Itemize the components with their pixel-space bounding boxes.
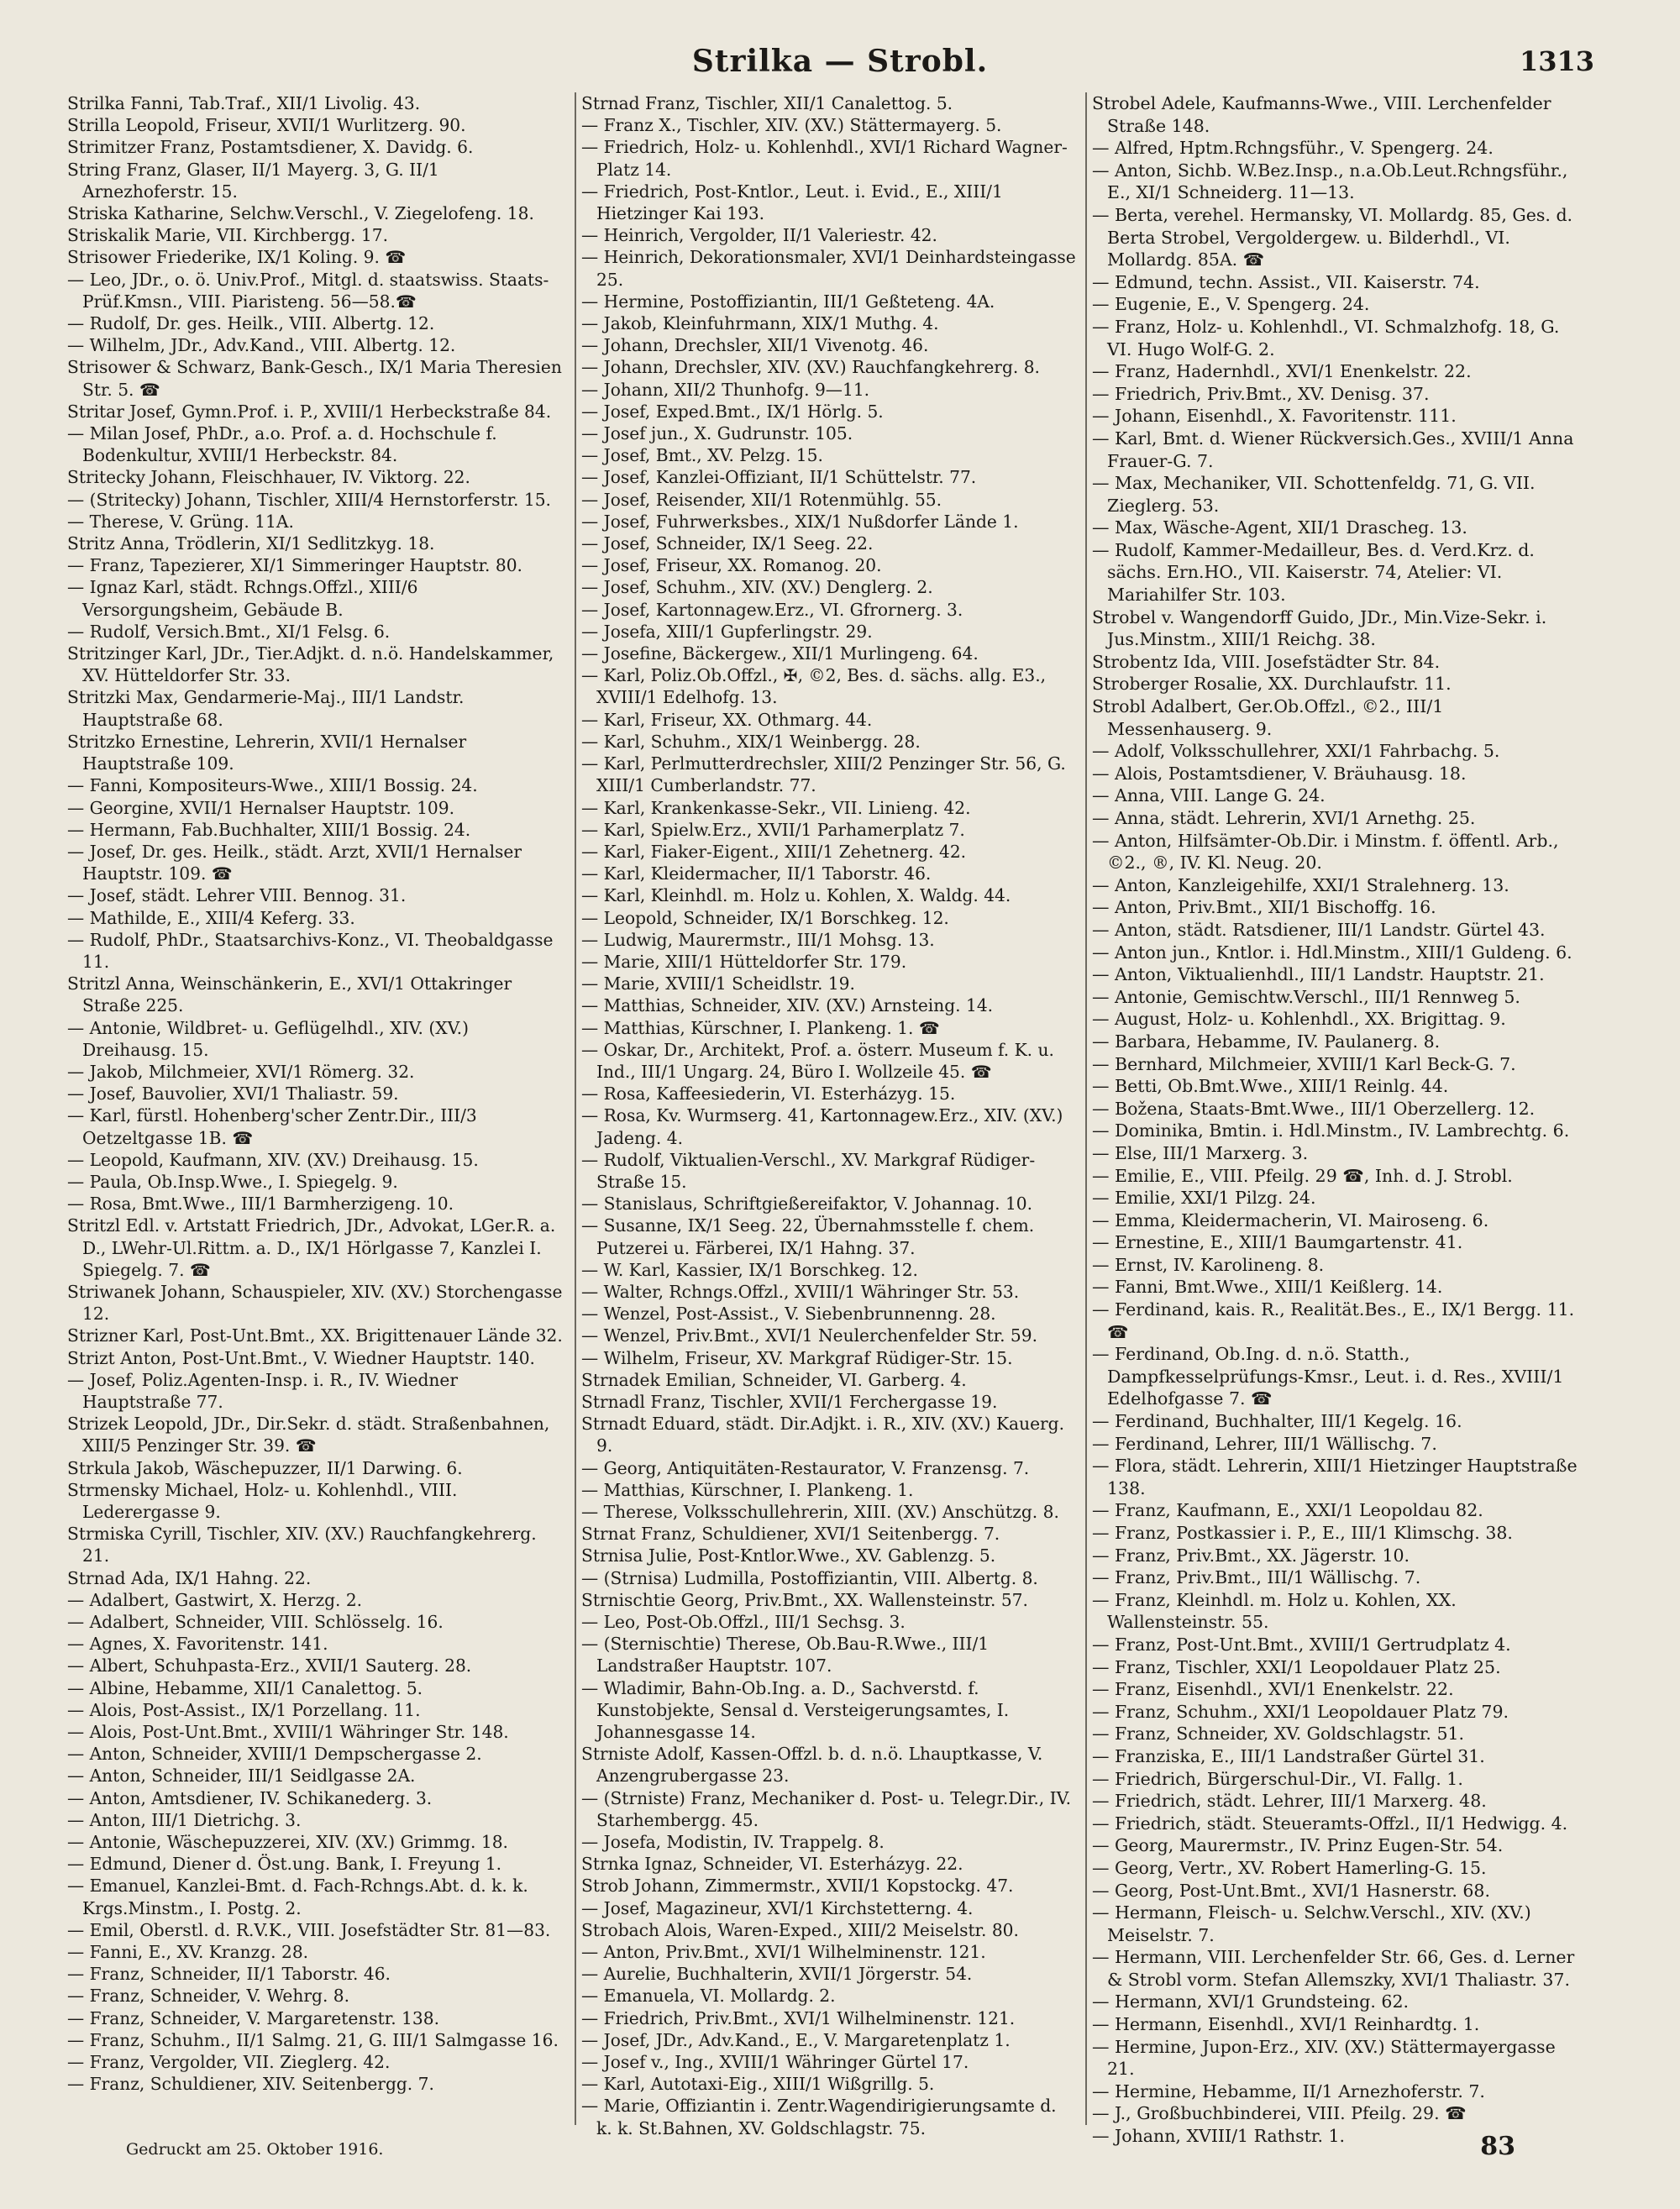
directory-entry: — Franz, Tapezierer, XI/1 Simmeringer Hauptstr. 80. (67, 555, 522, 576)
directory-entry: — Stanislaus, Schriftgießereifaktor, V. Johannag. 10. (581, 1194, 1033, 1215)
directory-entry: — Dominika, Bmtin. i. Hdl.Minstm., IV. Lambrechtg. 6. (1092, 1120, 1570, 1141)
directory-entry: — Marie, XIII/1 Hütteldorfer Str. 179. (581, 951, 907, 972)
directory-entry: — Anton, Schneider, XVIII/1 Dempschergasse 2. (67, 1744, 482, 1765)
directory-entry: — Rudolf, PhDr., Staatsarchivs-Konz., VI. Theobaldgasse 11. (67, 929, 554, 972)
directory-entry: — Emma, Kleidermacherin, VI. Mairoseng. 6. (1092, 1209, 1489, 1230)
directory-entry: — Franz, Schuhm., XXI/1 Leopoldauer Platz 79. (1092, 1701, 1509, 1722)
directory-entry: Strnisa Julie, Post-Kntlor.Wwe., XV. Gablenzg. 5. (581, 1545, 996, 1566)
directory-entry: Strnadek Emilian, Schneider, VI. Garberg. 4. (581, 1369, 967, 1390)
directory-entry: — Heinrich, Dekorationsmaler, XVI/1 Deinhardsteingasse 25. (581, 247, 1076, 290)
directory-entry: — Friedrich, Post-Kntlor., Leut. i. Evid., E., XIII/1 Hietzinger Kai 193. (581, 181, 1003, 224)
directory-entry: — Jakob, Milchmeier, XVI/1 Römerg. 32. (67, 1061, 415, 1082)
directory-entry: Strmensky Michael, Holz- u. Kohlenhdl., VIII. Lederergasse 9. (67, 1479, 458, 1522)
directory-entry: — Hermine, Hebamme, II/1 Arnezhoferstr. 7. (1092, 2080, 1485, 2101)
directory-entry: — Jakob, Kleinfuhrmann, XIX/1 Muthg. 4. (581, 313, 939, 334)
directory-entry: — Anton jun., Kntlor. i. Hdl.Minstm., XIII/1 Guldeng. 6. (1092, 942, 1572, 963)
directory-entry: — Berta, verehel. Hermansky, VI. Mollardg. 85, Ges. d. Berta Strobel, Vergoldergew. u. Bilderhdl., VI. Mollardg. 85A. ☎ (1092, 204, 1573, 270)
directory-entry: — Franz, Hadernhdl., XVI/1 Enenkelstr. 22. (1092, 361, 1472, 382)
directory-entry: — Rosa, Kaffeesiederin, VI. Esterházyg. 15. (581, 1084, 956, 1104)
directory-entry: — Josef, städt. Lehrer VIII. Bennog. 31. (67, 885, 407, 906)
directory-entry: Strizt Anton, Post-Unt.Bmt., V. Wiedner Hauptstr. 140. (67, 1347, 535, 1368)
directory-entry: — Franz, Schuhm., II/1 Salmg. 21, G. III/1 Salmgasse 16. (67, 2029, 559, 2050)
directory-entry: Stritz Anna, Trödlerin, XI/1 Sedlitzkyg. 18. (67, 533, 435, 554)
directory-entry: — Rudolf, Versich.Bmt., XI/1 Felsg. 6. (67, 621, 391, 642)
directory-entry: — Milan Josef, PhDr., a.o. Prof. a. d. Hochschule f. Bodenkultur, XVIII/1 Herbeckstr. 84. (67, 423, 497, 466)
directory-entry: — Emanuel, Kanzlei-Bmt. d. Fach-Rchngs.Abt. d. k. k. Krgs.Minstm., I. Postg. 2. (67, 1876, 528, 1918)
directory-entry: — (Strnisa) Ludmilla, Postoffiziantin, VIII. Albertg. 8. (581, 1567, 1038, 1588)
directory-entry: — Georg, Maurermstr., IV. Prinz Eugen-Str. 54. (1092, 1835, 1504, 1856)
directory-entry: — Adalbert, Schneider, VIII. Schlösselg. 16. (67, 1612, 444, 1633)
directory-entry: — Leo, JDr., o. ö. Univ.Prof., Mitgl. d. staatswiss. Staats-Prüf.Kmsn., VIII. Piaristeng. 56—58.☎ (67, 269, 549, 312)
directory-entry: — Ignaz Karl, städt. Rchngs.Offzl., XIII/6 Versorgungsheim, Gebäude B. (67, 577, 418, 620)
directory-entry: — Franz, Vergolder, VII. Zieglerg. 42. (67, 2052, 391, 2073)
directory-entry: — W. Karl, Kassier, IX/1 Borschkeg. 12. (581, 1259, 918, 1280)
directory-entry: — Ludwig, Maurermstr., III/1 Mohsg. 13. (581, 929, 935, 950)
directory-entry: — Friedrich, Bürgerschul-Dir., VI. Fallg. 1. (1092, 1768, 1463, 1789)
directory-entry: — Franz, Priv.Bmt., III/1 Wällischg. 7. (1092, 1567, 1421, 1588)
directory-entry: — Josef, JDr., Adv.Kand., E., V. Margaretenplatz 1. (581, 2029, 1011, 2050)
directory-entry: — Walter, Rchngs.Offzl., XVIII/1 Währinger Str. 53. (581, 1281, 1020, 1302)
directory-entry: — Betti, Ob.Bmt.Wwe., XIII/1 Reinlg. 44. (1092, 1076, 1449, 1097)
directory-entry: Strisower & Schwarz, Bank-Gesch., IX/1 Maria Theresien Str. 5. ☎ (67, 357, 562, 400)
directory-entry: — Karl, Poliz.Ob.Offzl., ✠, ©2, Bes. d. sächs. allg. E3., XVIII/1 Edelhofg. 13. (581, 665, 1047, 708)
directory-entry: — Anna, städt. Lehrerin, XVI/1 Arnethg. 25. (1092, 808, 1476, 828)
directory-entry: — Josef, Bauvolier, XVI/1 Thaliastr. 59. (67, 1084, 399, 1104)
directory-entry: — J., Großbuchbinderei, VIII. Pfeilg. 29. ☎ (1092, 2103, 1467, 2124)
directory-entry: — Friedrich, Holz- u. Kohlenhdl., XVI/1 Richard Wagner-Platz 14. (581, 137, 1068, 180)
directory-entry: Strimitzer Franz, Postamtsdiener, X. Davidg. 6. (67, 137, 474, 158)
directory-entry: — Franz, Tischler, XXI/1 Leopoldauer Platz 25. (1092, 1656, 1501, 1677)
directory-entry: — Friedrich, Priv.Bmt., XV. Denisg. 37. (1092, 383, 1430, 404)
directory-entry: — Flora, städt. Lehrerin, XIII/1 Hietzinger Hauptstraße 138. (1092, 1456, 1578, 1498)
directory-entry: Striskalik Marie, VII. Kirchbergg. 17. (67, 225, 388, 246)
directory-entry: Strisower Friederike, IX/1 Koling. 9. ☎ (67, 247, 407, 268)
directory-entry: — Karl, Friseur, XX. Othmarg. 44. (581, 709, 873, 730)
directory-entry: — Rudolf, Viktualien-Verschl., XV. Markgraf Rüdiger-Straße 15. (581, 1149, 1036, 1192)
directory-entry: — Adalbert, Gastwirt, X. Herzg. 2. (67, 1589, 363, 1610)
page-number: 1313 (1519, 45, 1594, 77)
directory-entry: — Josef, Reisender, XII/1 Rotenmühlg. 55. (581, 489, 942, 510)
directory-entry: — Karl, Kleidermacher, II/1 Taborstr. 46. (581, 863, 932, 884)
directory-entry: — Max, Mechaniker, VII. Schottenfeldg. 71, G. VII. Zieglerg. 53. (1092, 473, 1536, 516)
directory-entry: — Eugenie, E., V. Spengerg. 24. (1092, 294, 1370, 315)
directory-entry: Strizner Karl, Post-Unt.Bmt., XX. Brigittenauer Lände 32. (67, 1325, 563, 1346)
directory-entry: — Franz, Schneider, V. Margaretenstr. 138. (67, 2007, 439, 2028)
directory-entry: — Franz X., Tischler, XIV. (XV.) Stättermayerg. 5. (581, 115, 1002, 136)
directory-entry: — Franz, Schneider, II/1 Taborstr. 46. (67, 1964, 391, 1985)
directory-entry: — Josef, Schuhm., XIV. (XV.) Denglerg. 2. (581, 577, 933, 598)
directory-entry: — Friedrich, städt. Lehrer, III/1 Marxerg. 48. (1092, 1791, 1487, 1812)
directory-entry: — Ferdinand, Ob.Ing. d. n.ö. Statth., Dampfkesselprüfungs-Kmsr., Leut. i. d. Res., XVIII/1 Edelhofgasse 7. ☎ (1092, 1344, 1564, 1409)
directory-entry: — Georg, Vertr., XV. Robert Hamerling-G. 15. (1092, 1857, 1487, 1878)
directory-entry: — Emil, Oberstl. d. R.V.K., VIII. Josefstädter Str. 81—83. (67, 1919, 551, 1940)
directory-entry: Strmiska Cyrill, Tischler, XIV. (XV.) Rauchfangkehrerg. 21. (67, 1524, 537, 1566)
directory-entry: — Josef, Kanzlei-Offiziant, II/1 Schüttelstr. 77. (581, 467, 977, 488)
directory-entry: — Susanne, IX/1 Seeg. 22, Übernahmsstelle f. chem. Putzerei u. Färberei, IX/1 Hahng. 37. (581, 1215, 1035, 1258)
directory-entry: — Rosa, Bmt.Wwe., III/1 Barmherzigeng. 10. (67, 1194, 454, 1215)
directory-entry: — Barbara, Hebamme, IV. Paulanerg. 8. (1092, 1031, 1441, 1052)
print-date: Gedruckt am 25. Oktober 1916. (126, 2140, 384, 2159)
directory-entry: — Josef, Fuhrwerksbes., XIX/1 Nußdorfer Lände 1. (581, 511, 1019, 532)
directory-entry: — Josefa, Modistin, IV. Trappelg. 8. (581, 1832, 885, 1853)
directory-entry: Strobl Adalbert, Ger.Ob.Offzl., ©2., III/1 Messenhauserg. 9. (1092, 696, 1444, 739)
directory-entry: — Anton, Schneider, III/1 Seidlgasse 2A. (67, 1766, 416, 1787)
directory-entry: — Friedrich, Priv.Bmt., XVI/1 Wilhelminenstr. 121. (581, 2007, 1016, 2028)
directory-entry: Strob Johann, Zimmermstr., XVII/1 Kopstockg. 47. (581, 1876, 1014, 1897)
directory-entry: Strobel Adele, Kaufmanns-Wwe., VIII. Lerchenfelder Straße 148. (1092, 93, 1551, 136)
directory-entry: — Franziska, E., III/1 Landstraßer Gürtel 31. (1092, 1745, 1485, 1766)
directory-entry: — Wladimir, Bahn-Ob.Ing. a. D., Sachverstd. f. Kunstobjekte, Sensal d. Versteigerungsamtes, I. Johannesgasse 14. (581, 1677, 1010, 1743)
directory-entry: — Franz, Kaufmann, E., XXI/1 Leopoldau 82. (1092, 1500, 1483, 1521)
directory-entry: Strnadt Eduard, städt. Dir.Adjkt. i. R., XIV. (XV.) Kauerg. 9. (581, 1414, 1065, 1456)
column-divider (575, 92, 576, 2125)
directory-entry: — Johann, XVIII/1 Rathstr. 1. (1092, 2126, 1346, 2147)
directory-entry: — Hermann, Fab.Buchhalter, XIII/1 Bossig. 24. (67, 819, 471, 840)
directory-entry: — Alois, Postamtsdiener, V. Bräuhausg. 18. (1092, 763, 1467, 784)
directory-entry: — Marie, Offiziantin i. Zentr.Wagendirigierungsamte d. k. k. St.Bahnen, XV. Goldschlagstr. 75. (581, 2096, 1057, 2138)
directory-entry: Stritzl Edl. v. Artstatt Friedrich, JDr., Advokat, LGer.R. a. D., LWehr-Ul.Rittm. a. D., IX/1 Hörlgasse 7, Kanzlei I. Spiegelg. 7. ☎ (67, 1215, 556, 1280)
directory-entry: Striwanek Johann, Schauspieler, XIV. (XV.) Storchengasse 12. (67, 1281, 563, 1325)
directory-entry: — Hermann, Eisenhdl., XVI/1 Reinhardtg. 1. (1092, 2014, 1480, 2035)
directory-entry: — Wenzel, Priv.Bmt., XVI/1 Neulerchenfelder Str. 59. (581, 1325, 1038, 1346)
directory-entry: — Max, Wäsche-Agent, XII/1 Drascheg. 13. (1092, 517, 1467, 538)
directory-entry: — Josef, Dr. ges. Heilk., städt. Arzt, XVII/1 Hernalser Hauptstr. 109. ☎ (67, 841, 522, 884)
directory-entry: — Ferdinand, Buchhalter, III/1 Kegelg. 16. (1092, 1411, 1462, 1432)
directory-entry: — Anton, III/1 Dietrichg. 3. (67, 1809, 302, 1830)
directory-entry: Strnka Ignaz, Schneider, VI. Esterházyg. 22. (581, 1854, 963, 1875)
directory-entry: — Matthias, Schneider, XIV. (XV.) Arnsteing. 14. (581, 995, 994, 1016)
directory-entry: — Josef, Friseur, XX. Romanog. 20. (581, 555, 882, 576)
directory-entry: — Heinrich, Vergolder, II/1 Valeriestr. 42. (581, 225, 937, 246)
directory-entry: — Franz, Kleinhdl. m. Holz u. Kohlen, XX. Wallensteinstr. 55. (1092, 1589, 1457, 1633)
directory-entry: — Josefa, XIII/1 Gupferlingstr. 29. (581, 621, 873, 642)
directory-entry: — Anton, Amtsdiener, IV. Schikanederg. 3. (67, 1787, 433, 1808)
directory-entry: — Edmund, Diener d. Öst.ung. Bank, I. Freyung 1. (67, 1854, 502, 1875)
directory-entry: Stritecky Johann, Fleischhauer, IV. Viktorg. 22. (67, 467, 470, 488)
directory-entry: — Oskar, Dr., Architekt, Prof. a. österr. Museum f. K. u. Ind., III/1 Ungarg. 24, Büro I. Wollzeile 45. ☎ (581, 1039, 1054, 1082)
directory-entry: Strnat Franz, Schuldiener, XVI/1 Seitenbergg. 7. (581, 1524, 1000, 1545)
directory-entry: Strobel v. Wangendorff Guido, JDr., Min.Vize-Sekr. i. Jus.Minstm., XIII/1 Reichg. 38. (1092, 606, 1547, 650)
directory-entry: — Paula, Ob.Insp.Wwe., I. Spiegelg. 9. (67, 1171, 398, 1192)
directory-entry: Strnad Franz, Tischler, XII/1 Canalettog. 5. (581, 93, 953, 113)
directory-entry: — Antonie, Wäschepuzzerei, XIV. (XV.) Grimmg. 18. (67, 1832, 508, 1853)
directory-entry: — Karl, Schuhm., XIX/1 Weinbergg. 28. (581, 731, 921, 752)
directory-entry: — Else, III/1 Marxerg. 3. (1092, 1142, 1309, 1163)
directory-entry: — Marie, XVIII/1 Scheidlstr. 19. (581, 973, 855, 994)
directory-entry: Stritar Josef, Gymn.Prof. i. P., XVIII/1 Herbeckstraße 84. (67, 401, 552, 422)
directory-entry: — Aurelie, Buchhalterin, XVII/1 Jörgerstr. 54. (581, 1964, 973, 1985)
directory-entry: — Josefine, Bäckergew., XII/1 Murlingeng. 64. (581, 643, 979, 664)
directory-entry: — Josef, Exped.Bmt., IX/1 Hörlg. 5. (581, 401, 884, 422)
directory-entry: — Karl, Krankenkasse-Sekr., VII. Linieng. 42. (581, 797, 971, 818)
directory-entry: — Agnes, X. Favoritenstr. 141. (67, 1634, 328, 1655)
directory-entry: — Bernhard, Milchmeier, XVIII/1 Karl Beck-G. 7. (1092, 1053, 1516, 1074)
directory-entry: Stritzinger Karl, JDr., Tier.Adjkt. d. n.ö. Handelskammer, XV. Hütteldorfer Str. 33. (67, 643, 554, 686)
directory-entry: — Ferdinand, kais. R., Realität.Bes., E., IX/1 Bergg. 11. ☎ (1092, 1299, 1575, 1342)
column-right (1092, 92, 1588, 2150)
directory-entry: — Josef, Schneider, IX/1 Seeg. 22. (581, 533, 874, 554)
directory-entry: — Josef, Bmt., XV. Pelzg. 15. (581, 445, 823, 466)
directory-entry: Strilka Fanni, Tab.Traf., XII/1 Livolig. 43. (67, 93, 421, 113)
directory-entry: — Rosa, Kv. Wurmserg. 41, Kartonnagew.Erz., XIV. (XV.) Jadeng. 4. (581, 1105, 1063, 1148)
directory-entry: — Johann, Drechsler, XII/1 Vivenotg. 46. (581, 335, 929, 356)
directory-entry: — Franz, Eisenhdl., XVI/1 Enenkelstr. 22. (1092, 1679, 1454, 1700)
directory-entry: — Adolf, Volksschullehrer, XXI/1 Fahrbachg. 5. (1092, 741, 1500, 762)
directory-entry: — Wenzel, Post-Assist., V. Siebenbrunnenng. 28. (581, 1304, 996, 1325)
directory-entry: String Franz, Glaser, II/1 Mayerg. 3, G. II/1 Arnezhoferstr. 15. (67, 159, 439, 202)
column-left (67, 92, 563, 2150)
column-middle (581, 92, 1077, 2150)
directory-entry: — Božena, Staats-Bmt.Wwe., III/1 Oberzellerg. 12. (1092, 1098, 1536, 1119)
directory-entry: Stritzki Max, Gendarmerie-Maj., III/1 Landstr. Hauptstraße 68. (67, 687, 465, 730)
directory-entry: — Alois, Post-Assist., IX/1 Porzellang. 11. (67, 1699, 421, 1720)
directory-entry: — Therese, V. Grüng. 11A. (67, 511, 294, 532)
directory-entry: — Emilie, XXI/1 Pilzg. 24. (1092, 1188, 1316, 1209)
directory-entry: — Johann, XII/2 Thunhofg. 9—11. (581, 379, 870, 400)
directory-entry: Strkula Jakob, Wäschepuzzer, II/1 Darwing. 6. (67, 1457, 463, 1478)
directory-entry: — Anton, städt. Ratsdiener, III/1 Landstr. Gürtel 43. (1092, 919, 1546, 940)
directory-entry: — Emanuela, VI. Mollardg. 2. (581, 1986, 836, 2007)
directory-entry: — Albine, Hebamme, XII/1 Canalettog. 5. (67, 1677, 423, 1698)
directory-entry: — Georg, Antiquitäten-Restaurator, V. Franzensg. 7. (581, 1457, 1030, 1478)
directory-entry: — Karl, Perlmutterdrechsler, XIII/2 Penzinger Str. 56, G. XIII/1 Cumberlandstr. 77. (581, 753, 1066, 796)
directory-entry: — Hermine, Jupon-Erz., XIV. (XV.) Stättermayergasse 21. (1092, 2036, 1556, 2080)
directory-entry: — (Sternischtie) Therese, Ob.Bau-R.Wwe., III/1 Landstraßer Hauptstr. 107. (581, 1634, 990, 1676)
directory-entry: — Karl, Kleinhdl. m. Holz u. Kohlen, X. Waldg. 44. (581, 885, 1011, 906)
directory-entry: — August, Holz- u. Kohlenhdl., XX. Brigittag. 9. (1092, 1009, 1506, 1030)
directory-entry: — Anton, Viktualienhdl., III/1 Landstr. Hauptstr. 21. (1092, 964, 1545, 985)
directory-entry: Strobach Alois, Waren-Exped., XIII/2 Meiselstr. 80. (581, 1919, 1019, 1940)
directory-entry: — Anton, Sichb. W.Bez.Insp., n.a.Ob.Leut.Rchngsführ., E., XI/1 Schneiderg. 11—13. (1092, 160, 1568, 203)
directory-entry: — Edmund, techn. Assist., VII. Kaiserstr. 74. (1092, 271, 1480, 292)
directory-entry: — Franz, Schneider, XV. Goldschlagstr. 51. (1092, 1724, 1465, 1745)
page-title: Strilka — Strobl. (691, 44, 989, 79)
directory-entry: — Alois, Post-Unt.Bmt., XVIII/1 Währinger Str. 148. (67, 1722, 509, 1743)
directory-entry: — Fanni, E., XV. Kranzg. 28. (67, 1942, 309, 1963)
directory-entry: Stritzko Ernestine, Lehrerin, XVII/1 Hernalser Hauptstraße 109. (67, 731, 467, 774)
directory-entry: — Franz, Priv.Bmt., XX. Jägerstr. 10. (1092, 1545, 1410, 1566)
page-header (0, 44, 1680, 84)
sheet-number: 83 (1480, 2132, 1515, 2161)
directory-entry: Striska Katharine, Selchw.Verschl., V. Ziegelofeng. 18. (67, 203, 534, 224)
directory-entry: — Emilie, E., VIII. Pfeilg. 29 ☎, Inh. d. J. Strobl. (1092, 1165, 1513, 1186)
directory-entry: — Friedrich, städt. Steueramts-Offzl., II/1 Hedwigg. 4. (1092, 1813, 1568, 1834)
directory-entry: — Hermann, VIII. Lerchenfelder Str. 66, Ges. d. Lerner & Strobl vorm. Stefan Allemszky, XVI/1 Thaliastr. 37. (1092, 1947, 1575, 1990)
directory-entry: — Ernestine, E., XIII/1 Baumgartenstr. 41. (1092, 1232, 1463, 1253)
directory-entry: — Hermann, XVI/1 Grundsteing. 62. (1092, 1991, 1409, 2012)
directory-entry: — Josef v., Ing., XVIII/1 Währinger Gürtel 17. (581, 2052, 969, 2073)
directory-entry: — (Strniste) Franz, Mechaniker d. Post- u. Telegr.Dir., IV. Starhembergg. 45. (581, 1787, 1072, 1830)
directory-entry: — Georgine, XVII/1 Hernalser Hauptstr. 109. (67, 797, 455, 818)
directory-entry: — Therese, Volksschullehrerin, XIII. (XV.) Anschützg. 8. (581, 1502, 1059, 1522)
directory-entry: — Hermine, Postoffiziantin, III/1 Geßteteng. 4A. (581, 291, 995, 312)
directory-entry: — Josef, Magazineur, XVI/1 Kirchstetterng. 4. (581, 1897, 974, 1918)
directory-entry: — Anna, VIII. Lange G. 24. (1092, 785, 1326, 806)
directory-entry: — Leo, Post-Ob.Offzl., III/1 Sechsg. 3. (581, 1612, 906, 1633)
directory-entry: — Matthias, Kürschner, I. Plankeng. 1. (581, 1479, 914, 1500)
directory-entry: — Josef, Kartonnagew.Erz., VI. Gfrornerg. 3. (581, 599, 963, 620)
directory-entry: Strniste Adolf, Kassen-Offzl. b. d. n.ö. Lhauptkasse, V. Anzengrubergasse 23. (581, 1744, 1043, 1787)
directory-entry: — Anton, Priv.Bmt., XII/1 Bischoffg. 16. (1092, 897, 1436, 918)
directory-entry: — Fanni, Bmt.Wwe., XIII/1 Keißlerg. 14. (1092, 1277, 1443, 1298)
directory-entry: — Ernst, IV. Karolineng. 8. (1092, 1254, 1325, 1275)
directory-entry: Strizek Leopold, JDr., Dir.Sekr. d. städt. Straßenbahnen, XIII/5 Penzinger Str. 39. ☎ (67, 1414, 550, 1456)
directory-entry: Strnadl Franz, Tischler, XVII/1 Ferchergasse 19. (581, 1391, 998, 1412)
directory-entry: — Johann, Eisenhdl., X. Favoritenstr. 111. (1092, 406, 1457, 427)
directory-entry: — Franz, Postkassier i. P., E., III/1 Klimschg. 38. (1092, 1523, 1513, 1543)
directory-entry: Stroberger Rosalie, XX. Durchlaufstr. 11. (1092, 674, 1452, 695)
directory-entry: Strilla Leopold, Friseur, XVII/1 Wurlitzerg. 90. (67, 115, 466, 136)
directory-entry: — Karl, fürstl. Hohenberg'scher Zentr.Dir., III/3 Oetzeltgasse 1B. ☎ (67, 1105, 477, 1148)
directory-entry: — Wilhelm, JDr., Adv.Kand., VIII. Albertg. 12. (67, 335, 456, 356)
directory-entry: — Josef jun., X. Gudrunstr. 105. (581, 423, 853, 444)
directory-entry: — Karl, Autotaxi-Eig., XIII/1 Wißgrillg. 5. (581, 2074, 935, 2095)
directory-entry: — Alfred, Hptm.Rchngsführ., V. Spengerg. 24. (1092, 138, 1494, 159)
directory-entry: — Franz, Holz- u. Kohlenhdl., VI. Schmalzhofg. 18, G. VI. Hugo Wolf-G. 2. (1092, 316, 1560, 359)
directory-entry: — Wilhelm, Friseur, XV. Markgraf Rüdiger-Str. 15. (581, 1347, 1013, 1368)
directory-entry: — Mathilde, E., XIII/4 Keferg. 33. (67, 907, 355, 928)
directory-entry: Strnad Ada, IX/1 Hahng. 22. (67, 1567, 312, 1588)
directory-entry: — Franz, Post-Unt.Bmt., XVIII/1 Gertrudplatz 4. (1092, 1634, 1511, 1655)
directory-entry: — Antonie, Wildbret- u. Geflügelhdl., XIV. (XV.) Dreihausg. 15. (67, 1017, 469, 1060)
directory-entry: — Franz, Schneider, V. Wehrg. 8. (67, 1986, 350, 2007)
directory-entry: — Fanni, Kompositeurs-Wwe., XIII/1 Bossig. 24. (67, 775, 478, 796)
directory-entry: — Leopold, Schneider, IX/1 Borschkeg. 12. (581, 907, 949, 928)
directory-entry: — Karl, Fiaker-Eigent., XIII/1 Zehetnerg. 42. (581, 841, 967, 862)
directory-entry: — Rudolf, Kammer-Medailleur, Bes. d. Verd.Krz. d. sächs. Ern.HO., VII. Kaiserstr. 74, Atelier: VI. Mariahilfer Str. 103. (1092, 539, 1535, 606)
directory-entry: — Georg, Post-Unt.Bmt., XVI/1 Hasnerstr. 68. (1092, 1880, 1490, 1901)
directory-entry: — Anton, Hilfsämter-Ob.Dir. i Minstm. f. öffentl. Arb., ©2., ®, IV. Kl. Neug. 20. (1092, 830, 1559, 874)
directory-entry: — Karl, Bmt. d. Wiener Rückversich.Ges., XVIII/1 Anna Frauer-G. 7. (1092, 428, 1574, 471)
directory-entry: — Franz, Schuldiener, XIV. Seitenbergg. 7. (67, 2074, 434, 2095)
directory-entry: — Josef, Poliz.Agenten-Insp. i. R., IV. Wiedner Hauptstraße 77. (67, 1369, 458, 1412)
directory-entry: — (Stritecky) Johann, Tischler, XIII/4 Hernstorferstr. 15. (67, 489, 551, 510)
directory-entry: — Karl, Spielw.Erz., XVII/1 Parhamerplatz 7. (581, 819, 965, 840)
directory-entry: Strobentz Ida, VIII. Josefstädter Str. 84. (1092, 651, 1441, 672)
directory-entry: — Anton, Kanzleigehilfe, XXI/1 Stralehnerg. 13. (1092, 874, 1509, 895)
directory-entry: — Albert, Schuhpasta-Erz., XVII/1 Sauterg. 28. (67, 1655, 472, 1676)
directory-entry: — Johann, Drechsler, XIV. (XV.) Rauchfangkehrerg. 8. (581, 357, 1040, 378)
directory-entry: — Matthias, Kürschner, I. Plankeng. 1. ☎ (581, 1017, 941, 1038)
column-divider (1085, 92, 1087, 2125)
directory-entry: — Leopold, Kaufmann, XIV. (XV.) Dreihausg. 15. (67, 1149, 479, 1170)
directory-entry: — Rudolf, Dr. ges. Heilk., VIII. Albertg. 12. (67, 313, 435, 334)
directory-entry: Stritzl Anna, Weinschänkerin, E., XVI/1 Ottakringer Straße 225. (67, 973, 512, 1016)
directory-entry: — Ferdinand, Lehrer, III/1 Wällischg. 7. (1092, 1433, 1437, 1454)
directory-entry: — Hermann, Fleisch- u. Selchw.Verschl., XIV. (XV.) Meiselstr. 7. (1092, 1902, 1531, 1945)
directory-entry: — Antonie, Gemischtw.Verschl., III/1 Rennweg 5. (1092, 986, 1520, 1007)
directory-entry: — Anton, Priv.Bmt., XVI/1 Wilhelminenstr. 121. (581, 1942, 986, 1963)
directory-entry: Strnischtie Georg, Priv.Bmt., XX. Wallensteinstr. 57. (581, 1589, 1028, 1610)
